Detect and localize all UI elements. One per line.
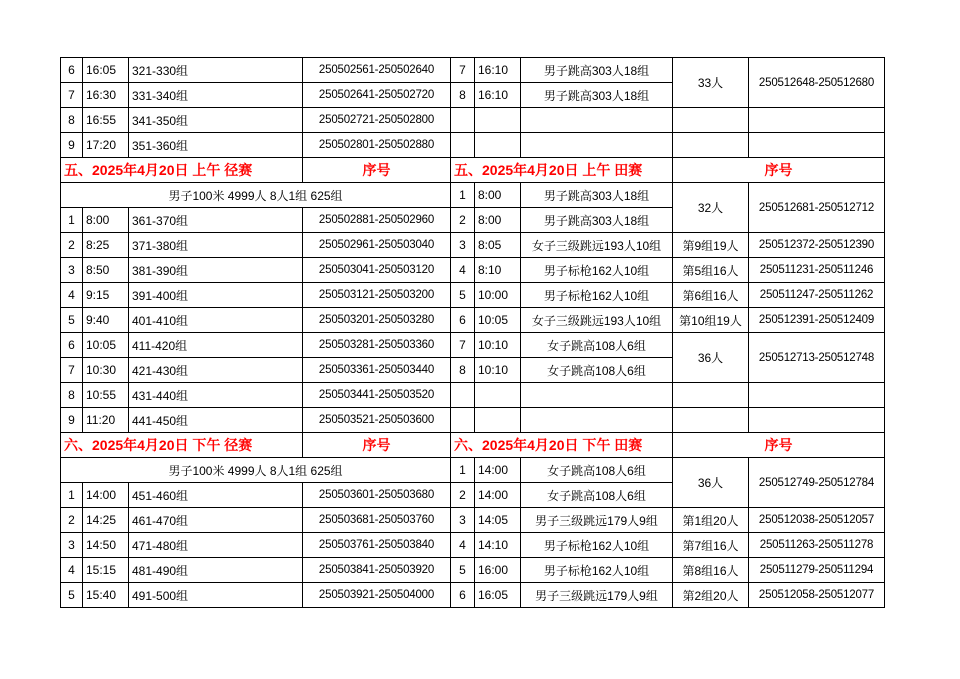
field-row-code: 250512681-250512712: [749, 183, 885, 233]
track-row-time: 17:20: [83, 133, 129, 158]
field-row-time: 8:05: [475, 233, 521, 258]
table-row: [61, 383, 885, 408]
group-head-row: [61, 458, 885, 483]
field-row-group: 36人: [673, 333, 749, 383]
table-row: [61, 283, 885, 308]
field-row-no: 2: [451, 208, 475, 233]
table-row: [61, 58, 885, 83]
field-row-event: [521, 133, 673, 158]
track-row-code: 250502881-250502960: [303, 208, 451, 233]
track-row-code: 250503201-250503280: [303, 308, 451, 333]
field-row-no: 1: [451, 458, 475, 483]
track-row-no: 1: [61, 483, 83, 508]
track-row-code: 250503281-250503360: [303, 333, 451, 358]
field-row-no: [451, 108, 475, 133]
track-row-time: 14:50: [83, 533, 129, 558]
track-row-time: 8:25: [83, 233, 129, 258]
track-row-code: 250503361-250503440: [303, 358, 451, 383]
track-row-code: 250503441-250503520: [303, 383, 451, 408]
track-row-no: 4: [61, 283, 83, 308]
table-row: [61, 308, 885, 333]
track-row-no: 4: [61, 558, 83, 583]
field-row-no: 3: [451, 508, 475, 533]
track-row-event: 491-500组: [129, 583, 303, 608]
section-track-seq: 序号: [303, 433, 451, 458]
track-row-event: 431-440组: [129, 383, 303, 408]
table-row: [61, 533, 885, 558]
table-row: [61, 133, 885, 158]
field-row-event: 男子跳高303人18组: [521, 58, 673, 83]
track-row-event: 381-390组: [129, 258, 303, 283]
field-row-code: 250511263-250511278: [749, 533, 885, 558]
schedule-table: [60, 57, 885, 608]
track-row-time: 8:00: [83, 208, 129, 233]
track-row-no: 3: [61, 533, 83, 558]
field-row-group: 第9组19人: [673, 233, 749, 258]
track-row-no: 5: [61, 308, 83, 333]
track-row-event: 461-470组: [129, 508, 303, 533]
field-row-time: 8:00: [475, 208, 521, 233]
field-row-group: [673, 108, 749, 133]
field-row-no: [451, 133, 475, 158]
track-row-event: 371-380组: [129, 233, 303, 258]
field-row-no: 5: [451, 283, 475, 308]
field-row-event: 男子跳高303人18组: [521, 83, 673, 108]
track-group-head: 男子100米 4999人 8人1组 625组: [61, 183, 451, 208]
field-row-time: 8:10: [475, 258, 521, 283]
track-group-head: 男子100米 4999人 8人1组 625组: [61, 458, 451, 483]
track-row-code: 250503601-250503680: [303, 483, 451, 508]
field-row-time: 16:00: [475, 558, 521, 583]
table-row: [61, 333, 885, 358]
field-row-no: 2: [451, 483, 475, 508]
field-row-code: [749, 383, 885, 408]
field-row-time: 8:00: [475, 183, 521, 208]
track-row-time: 10:05: [83, 333, 129, 358]
field-row-code: 250511279-250511294: [749, 558, 885, 583]
track-row-code: 250502801-250502880: [303, 133, 451, 158]
field-row-time: [475, 383, 521, 408]
section-title-row: [61, 158, 885, 183]
track-row-event: 421-430组: [129, 358, 303, 383]
field-row-no: 6: [451, 583, 475, 608]
track-row-no: 7: [61, 358, 83, 383]
track-row-no: 8: [61, 383, 83, 408]
field-row-no: 7: [451, 58, 475, 83]
track-row-event: 451-460组: [129, 483, 303, 508]
schedule-body: [61, 58, 885, 608]
field-row-time: 16:10: [475, 58, 521, 83]
track-row-code: 250503681-250503760: [303, 508, 451, 533]
track-row-code: 250502721-250502800: [303, 108, 451, 133]
field-row-time: [475, 108, 521, 133]
field-row-code: 250512372-250512390: [749, 233, 885, 258]
field-row-time: 14:00: [475, 458, 521, 483]
section-field-title: 五、2025年4月20日 上午 田赛: [451, 158, 673, 183]
track-row-no: 3: [61, 258, 83, 283]
track-row-time: 10:30: [83, 358, 129, 383]
field-row-no: 8: [451, 83, 475, 108]
field-row-code: 250512713-250512748: [749, 333, 885, 383]
field-row-code: 250512058-250512077: [749, 583, 885, 608]
track-row-event: 411-420组: [129, 333, 303, 358]
field-row-no: 3: [451, 233, 475, 258]
track-row-no: 9: [61, 408, 83, 433]
track-row-time: 14:25: [83, 508, 129, 533]
track-row-no: 9: [61, 133, 83, 158]
field-row-group: [673, 408, 749, 433]
track-row-no: 7: [61, 83, 83, 108]
field-row-time: 16:10: [475, 83, 521, 108]
field-row-code: 250511231-250511246: [749, 258, 885, 283]
track-row-no: 6: [61, 333, 83, 358]
track-row-no: 2: [61, 508, 83, 533]
track-row-event: 321-330组: [129, 58, 303, 83]
table-row: [61, 583, 885, 608]
field-row-event: 男子三级跳远179人9组: [521, 583, 673, 608]
field-row-time: 10:05: [475, 308, 521, 333]
field-row-event: 男子标枪162人10组: [521, 558, 673, 583]
field-row-code: 250512391-250512409: [749, 308, 885, 333]
field-row-code: 250512749-250512784: [749, 458, 885, 508]
track-row-no: 2: [61, 233, 83, 258]
track-row-time: 9:40: [83, 308, 129, 333]
track-row-event: 331-340组: [129, 83, 303, 108]
field-row-event: 男子三级跳远179人9组: [521, 508, 673, 533]
field-row-event: 男子跳高303人18组: [521, 208, 673, 233]
track-row-no: 8: [61, 108, 83, 133]
track-row-event: 441-450组: [129, 408, 303, 433]
field-row-code: 250511247-250511262: [749, 283, 885, 308]
field-row-group: 第10组19人: [673, 308, 749, 333]
field-row-code: [749, 108, 885, 133]
track-row-time: 9:15: [83, 283, 129, 308]
group-head-row: [61, 183, 885, 208]
track-row-code: 250503041-250503120: [303, 258, 451, 283]
field-row-group: 33人: [673, 58, 749, 108]
track-row-event: 351-360组: [129, 133, 303, 158]
section-track-seq: 序号: [303, 158, 451, 183]
field-row-code: [749, 408, 885, 433]
track-row-code: 250502641-250502720: [303, 83, 451, 108]
track-row-time: 15:40: [83, 583, 129, 608]
field-row-group: [673, 383, 749, 408]
field-row-time: [475, 408, 521, 433]
field-row-no: 8: [451, 358, 475, 383]
section-field-title: 六、2025年4月20日 下午 田赛: [451, 433, 673, 458]
field-row-event: 男子标枪162人10组: [521, 533, 673, 558]
field-row-group: 第8组16人: [673, 558, 749, 583]
field-row-event: [521, 408, 673, 433]
field-row-event: 女子三级跳远193人10组: [521, 308, 673, 333]
field-row-group: 36人: [673, 458, 749, 508]
track-row-time: 14:00: [83, 483, 129, 508]
field-row-group: 第7组16人: [673, 533, 749, 558]
field-row-group: 第6组16人: [673, 283, 749, 308]
field-row-event: 男子标枪162人10组: [521, 283, 673, 308]
field-row-time: [475, 133, 521, 158]
field-row-time: 14:00: [475, 483, 521, 508]
field-row-time: 16:05: [475, 583, 521, 608]
track-row-no: 1: [61, 208, 83, 233]
field-row-no: 4: [451, 258, 475, 283]
field-row-group: [673, 133, 749, 158]
field-row-group: 第2组20人: [673, 583, 749, 608]
track-row-time: 16:55: [83, 108, 129, 133]
field-row-event: 女子跳高108人6组: [521, 358, 673, 383]
field-row-group: 第5组16人: [673, 258, 749, 283]
track-row-code: 250503521-250503600: [303, 408, 451, 433]
field-row-time: 14:05: [475, 508, 521, 533]
field-row-no: 4: [451, 533, 475, 558]
field-row-event: 女子跳高108人6组: [521, 458, 673, 483]
track-row-code: 250502961-250503040: [303, 233, 451, 258]
track-row-time: 16:05: [83, 58, 129, 83]
field-row-event: 男子标枪162人10组: [521, 258, 673, 283]
track-row-no: 5: [61, 583, 83, 608]
section-track-title: 五、2025年4月20日 上午 径赛: [61, 158, 303, 183]
field-row-time: 10:10: [475, 358, 521, 383]
track-row-code: 250503121-250503200: [303, 283, 451, 308]
table-row: [61, 408, 885, 433]
field-row-no: 5: [451, 558, 475, 583]
track-row-time: 15:15: [83, 558, 129, 583]
field-row-no: 6: [451, 308, 475, 333]
track-row-time: 8:50: [83, 258, 129, 283]
section-title-row: [61, 433, 885, 458]
section-field-seq: 序号: [673, 433, 885, 458]
table-row: [61, 508, 885, 533]
track-row-time: 10:55: [83, 383, 129, 408]
field-row-no: [451, 408, 475, 433]
field-row-no: 7: [451, 333, 475, 358]
track-row-code: 250503921-250504000: [303, 583, 451, 608]
field-row-event: 男子跳高303人18组: [521, 183, 673, 208]
table-row: [61, 258, 885, 283]
field-row-event: 女子三级跳远193人10组: [521, 233, 673, 258]
track-row-code: 250503841-250503920: [303, 558, 451, 583]
field-row-code: [749, 133, 885, 158]
field-row-event: 女子跳高108人6组: [521, 333, 673, 358]
section-track-title: 六、2025年4月20日 下午 径赛: [61, 433, 303, 458]
table-row: [61, 108, 885, 133]
field-row-time: 10:10: [475, 333, 521, 358]
track-row-code: 250502561-250502640: [303, 58, 451, 83]
table-row: [61, 558, 885, 583]
field-row-group: 第1组20人: [673, 508, 749, 533]
field-row-event: [521, 383, 673, 408]
field-row-group: 32人: [673, 183, 749, 233]
track-row-code: 250503761-250503840: [303, 533, 451, 558]
section-field-seq: 序号: [673, 158, 885, 183]
field-row-event: [521, 108, 673, 133]
field-row-event: 女子跳高108人6组: [521, 483, 673, 508]
track-row-event: 391-400组: [129, 283, 303, 308]
field-row-time: 10:00: [475, 283, 521, 308]
track-row-time: 16:30: [83, 83, 129, 108]
field-row-code: 250512038-250512057: [749, 508, 885, 533]
field-row-time: 14:10: [475, 533, 521, 558]
track-row-no: 6: [61, 58, 83, 83]
field-row-no: 1: [451, 183, 475, 208]
track-row-event: 401-410组: [129, 308, 303, 333]
track-row-time: 11:20: [83, 408, 129, 433]
track-row-event: 361-370组: [129, 208, 303, 233]
field-row-code: 250512648-250512680: [749, 58, 885, 108]
track-row-event: 341-350组: [129, 108, 303, 133]
track-row-event: 471-480组: [129, 533, 303, 558]
track-row-event: 481-490组: [129, 558, 303, 583]
field-row-no: [451, 383, 475, 408]
table-row: [61, 233, 885, 258]
